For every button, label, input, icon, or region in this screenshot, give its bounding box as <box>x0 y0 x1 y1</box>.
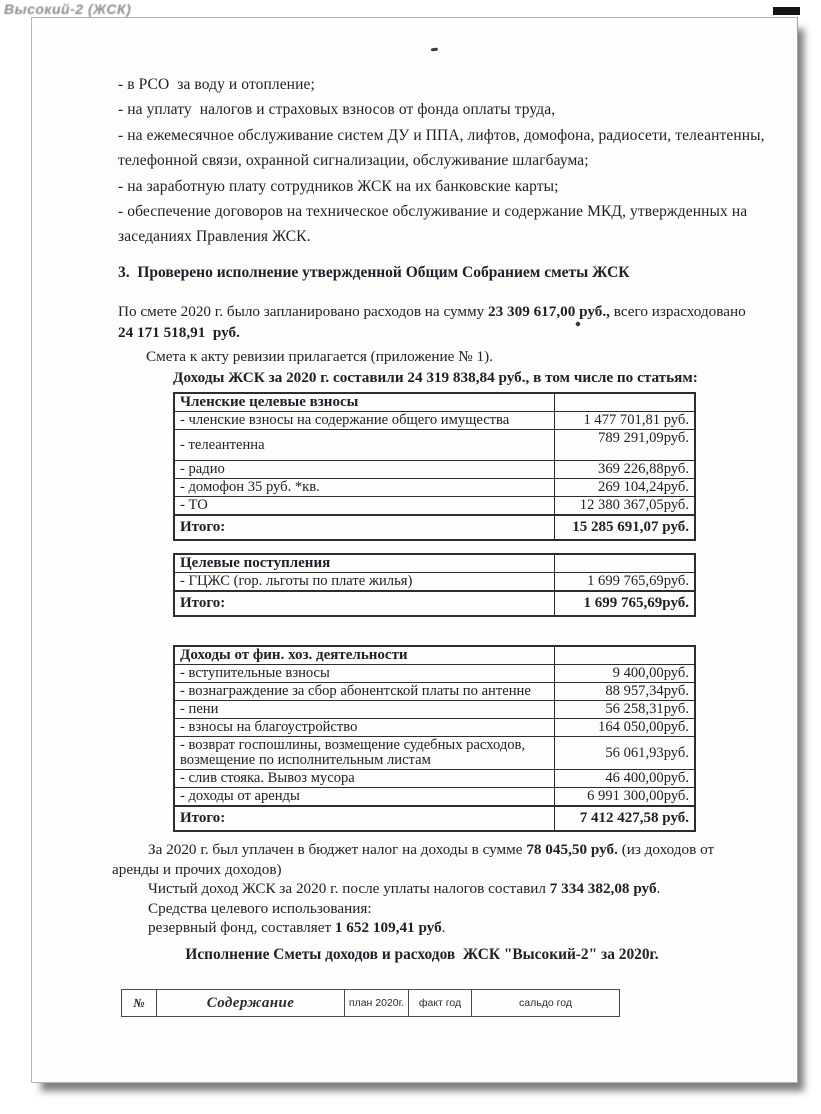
col-plan: план 2020г. <box>345 990 409 1017</box>
scan-black-bar-artifact <box>773 7 800 15</box>
table-row <box>174 701 695 719</box>
bullet-line: заседаниях Правления ЖСК. <box>118 228 311 246</box>
row-value: 12 380 367,05руб. <box>554 497 695 516</box>
table-header-cell: Членские целевые взносы <box>174 393 554 412</box>
table-total-row <box>174 806 695 831</box>
row-value: 789 291,09руб. <box>554 430 695 461</box>
income-intro-line: Доходы ЖСК за 2020 г. составили 24 319 838,84 руб., в том числе по статьям: <box>173 369 698 386</box>
financial-activity-income-table <box>173 645 696 832</box>
table-header-empty-cell <box>554 393 695 412</box>
table-row <box>174 737 695 770</box>
total-value: 7 412 427,58 руб. <box>554 806 695 831</box>
row-label: - радио <box>174 461 554 479</box>
bullet-line: - обеспечение договоров на техническое обслуживание и содержание МКД, утвержденных на <box>118 203 748 221</box>
tax-line-1: За 2020 г. был уплачен в бюджет налог на доходы в сумме 78 045,50 руб. (из доходов от <box>148 841 715 858</box>
attachment-note: Смета к акту ревизии прилагается (приложение № 1). <box>146 348 493 365</box>
row-value: 9 400,00руб. <box>554 665 695 683</box>
execution-table-header-row <box>122 990 620 1017</box>
table-header-empty-cell <box>554 554 695 573</box>
member-fees-table <box>173 392 696 541</box>
row-label: - ГЦЖС (гор. льготы по плате жилья) <box>174 573 554 592</box>
section-3-heading: 3. Проверено исполнение утвержденной Общим Собранием сметы ЖСК <box>118 264 630 281</box>
table-row <box>174 770 695 788</box>
expense-bullet-list <box>118 72 765 250</box>
row-label: - слив стояка. Вывоз мусора <box>174 770 554 788</box>
table-row <box>174 412 695 430</box>
row-value: 269 104,24руб. <box>554 479 695 497</box>
col-content: Содержание <box>157 990 345 1017</box>
table-row <box>174 665 695 683</box>
row-label: - ТО <box>174 497 554 516</box>
scan-corner-label: Высокий-2 (ЖСК) <box>4 1 132 17</box>
table-header-cell: Целевые поступления <box>174 554 554 573</box>
table-row <box>174 479 695 497</box>
col-fact: факт год <box>409 990 472 1017</box>
targeted-receipts-table <box>173 553 696 617</box>
row-value: 46 400,00руб. <box>554 770 695 788</box>
table-header-row <box>174 554 695 573</box>
row-label: - взносы на благоустройство <box>174 719 554 737</box>
scan-artifact <box>431 48 438 52</box>
row-value: 1 477 701,81 руб. <box>554 412 695 430</box>
col-saldo: сальдо год <box>472 990 620 1017</box>
row-value: 56 258,31руб. <box>554 701 695 719</box>
tax-line-3: Чистый доход ЖСК за 2020 г. после уплаты налогов составил 7 334 382,08 руб. <box>148 880 661 898</box>
bullet-line: телефонной связи, охранной сигнализации, обслуживание шлагбаума; <box>118 152 589 170</box>
tax-line-5: резервный фонд, составляет 1 652 109,41 руб. <box>148 919 446 937</box>
row-value: 369 226,88руб. <box>554 461 695 479</box>
row-label: - вознаграждение за сбор абонентской платы по антенне <box>174 683 554 701</box>
total-value: 1 699 765,69руб. <box>554 591 695 616</box>
execution-table-wrap <box>121 989 620 1017</box>
budget-paragraph <box>118 302 746 343</box>
table-header-row <box>174 646 695 665</box>
bullet-line: - на заработную плату сотрудников ЖСК на их банковские карты; <box>118 177 559 195</box>
row-label: - возврат госпошлины, возмещение судебных расходов, возмещение по исполнительным листам <box>174 737 554 770</box>
tax-line-4: Средства целевого использования: <box>148 899 372 917</box>
total-label: Итого: <box>174 515 554 540</box>
table-header-empty-cell <box>554 646 695 665</box>
budget-execution-heading: Исполнение Сметы доходов и расходов ЖСК "Высокий-2" за 2020г. <box>185 946 659 963</box>
bullet-line: - на ежемесячное обслуживание систем ДУ и ППА, лифтов, домофона, радиосети, телеантенны, <box>118 126 765 144</box>
tax-line-2: аренды и прочих доходов) <box>112 860 282 878</box>
table-header-row <box>174 393 695 412</box>
row-value: 56 061,93руб. <box>554 737 695 770</box>
row-value: 6 991 300,00руб. <box>554 788 695 807</box>
row-label: - членские взносы на содержание общего имущества <box>174 412 554 430</box>
table-row <box>174 573 695 592</box>
row-label: - доходы от аренды <box>174 788 554 807</box>
execution-table <box>121 989 620 1017</box>
table-row <box>174 719 695 737</box>
table-row <box>174 788 695 807</box>
col-number: № <box>122 990 157 1017</box>
budget-line-1: По смете 2020 г. было запланировано расходов на сумму 23 309 617,00 руб., всего израсходовано <box>118 303 746 320</box>
tax-paragraph <box>112 840 762 938</box>
bullet-line: - на уплату налогов и страховых взносов от фонда оплаты труда, <box>118 101 556 119</box>
total-label: Итого: <box>174 806 554 831</box>
document-page <box>31 17 798 1083</box>
row-label: - телеантенна <box>174 430 554 461</box>
bullet-line: - в РСО за воду и отопление; <box>118 76 315 93</box>
row-label: - домофон 35 руб. *кв. <box>174 479 554 497</box>
table-row <box>174 430 695 461</box>
budget-line-2: 24 171 518,91 руб. <box>118 323 240 341</box>
table-total-row <box>174 591 695 616</box>
row-label: - пени <box>174 701 554 719</box>
total-value: 15 285 691,07 руб. <box>554 515 695 540</box>
table-total-row <box>174 515 695 540</box>
total-label: Итого: <box>174 591 554 616</box>
row-value: 1 699 765,69руб. <box>554 573 695 592</box>
table-row <box>174 683 695 701</box>
table-row <box>174 461 695 479</box>
table-header-cell: Доходы от фин. хоз. деятельности <box>174 646 554 665</box>
row-value: 88 957,34руб. <box>554 683 695 701</box>
table-row <box>174 497 695 516</box>
row-label: - вступительные взносы <box>174 665 554 683</box>
row-value: 164 050,00руб. <box>554 719 695 737</box>
